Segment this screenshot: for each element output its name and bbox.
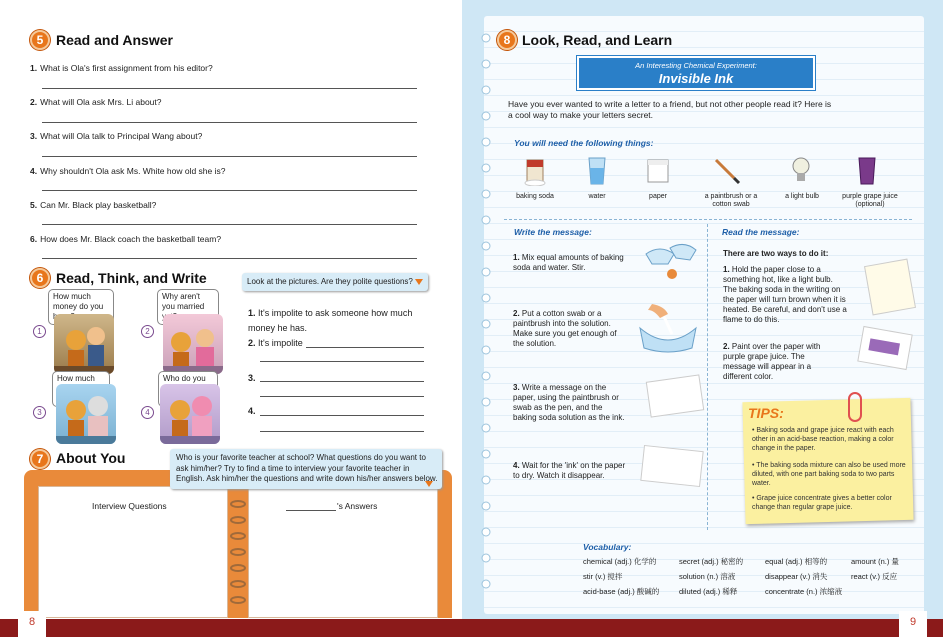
paintbrush-icon bbox=[712, 156, 742, 186]
heat-paper-image bbox=[864, 259, 916, 316]
label-4: 4 bbox=[141, 406, 154, 419]
vocab-12 bbox=[851, 586, 913, 597]
vocab-5: stir (v.) 搅拌 bbox=[583, 572, 623, 581]
bubble-3: How much bbox=[52, 371, 110, 407]
left-page bbox=[0, 0, 460, 619]
write-paper-image bbox=[646, 374, 704, 417]
answer-3-line-a[interactable] bbox=[260, 381, 424, 382]
tips-title: TIPS: bbox=[748, 405, 784, 421]
swab-image bbox=[632, 302, 704, 354]
bubble-2: Why aren't you married bbox=[157, 289, 219, 325]
cartoon-1-image bbox=[54, 314, 114, 374]
item-label-5: a light bulb bbox=[785, 193, 819, 200]
question-6: 6. How does Mr. Black coach the basketball team? bbox=[30, 234, 222, 244]
answer-line-2[interactable] bbox=[42, 122, 417, 123]
label-3: 3 bbox=[33, 406, 46, 419]
tip-1: • Baking soda and grape juice react with each other in an acid-base reaction, making a color change in the paper. bbox=[752, 427, 894, 452]
section-8-number: 8 bbox=[497, 30, 517, 50]
item-label-2: water bbox=[588, 193, 606, 200]
col1-header: Interview Questions bbox=[92, 501, 167, 511]
section-7-number: 7 bbox=[30, 449, 50, 469]
answer-4-line-b[interactable] bbox=[260, 431, 424, 432]
triangle-down-icon-2 bbox=[425, 481, 433, 487]
vocab-9: acid-base (adj.) 酸碱的 bbox=[583, 587, 660, 596]
label-2: 2 bbox=[141, 325, 154, 338]
answer-1: 1. It's impolite to ask someone how much money he has. bbox=[248, 308, 413, 333]
dashed-divider-v bbox=[707, 224, 708, 530]
answer-line-5[interactable] bbox=[42, 224, 417, 225]
dashed-divider-h bbox=[504, 219, 912, 220]
banner-subtitle: An Interesting Chemical Experiment: bbox=[635, 61, 757, 70]
answer-4-line-a[interactable] bbox=[260, 415, 424, 416]
answer-line-3[interactable] bbox=[42, 156, 417, 157]
write-title: Write the message: bbox=[514, 227, 592, 237]
write-step-1: 1. Mix equal amounts of baking soda and water. Stir. bbox=[513, 253, 624, 272]
vocab-3: equal (adj.) 相等的 bbox=[765, 557, 828, 566]
read-step-1: 1. Hold the paper close to a something hot, like a light bulb. The baking soda in the writing on the paper will turn brown when it is heated. Be careful, and don't use a flame to do this. bbox=[723, 265, 847, 324]
s7-instruction: Who is your favorite teacher at school? What questions do you want to ask him/her? Try to find a time to interview your favorite teacher in English. Ask him/her the questions and write down his/her answers below. bbox=[176, 453, 438, 483]
light-bulb-icon bbox=[790, 156, 812, 186]
mix-image bbox=[640, 242, 700, 282]
cartoon-2-svg bbox=[163, 314, 223, 374]
need-title: You will need the following things: bbox=[514, 138, 654, 148]
section-6-title: Read, Think, and Write bbox=[56, 270, 207, 286]
page-number-right: 9 bbox=[899, 611, 927, 637]
page-number-left: 8 bbox=[18, 611, 46, 637]
section-5-title: Read and Answer bbox=[56, 32, 173, 48]
answer-line-4[interactable] bbox=[42, 190, 417, 191]
bubble-4: Who do you bbox=[158, 371, 218, 407]
paintbrush-svg bbox=[712, 156, 742, 186]
name-blank[interactable] bbox=[286, 510, 336, 511]
answer-3: 3. bbox=[248, 373, 256, 383]
intro-text: Have you ever wanted to write a letter to a friend, but not other people read it? Here is a cool way to make your letters secret. bbox=[508, 99, 832, 120]
vocab-2: secret (adj.) 秘密的 bbox=[679, 557, 744, 566]
grape-paint-svg bbox=[858, 327, 911, 369]
answer-4: 4. bbox=[248, 406, 256, 416]
cartoon-2-image bbox=[163, 314, 223, 374]
question-5: 5. Can Mr. Black play basketball? bbox=[30, 200, 157, 210]
grape-juice-svg bbox=[856, 156, 878, 186]
question-4: 4. Why shouldn't Ola ask Ms. White how old she is? bbox=[30, 166, 226, 176]
vocab-10: diluted (adj.) 稀释 bbox=[679, 587, 738, 596]
tip-2: • The baking soda mixture can also be used more diluted, with one part baking soda to two parts water. bbox=[752, 462, 906, 487]
read-step-2: 2. Paint over the paper with purple grape juice. The message will appear in a different color. bbox=[723, 342, 821, 381]
vocab-1: chemical (adj.) 化学的 bbox=[583, 557, 657, 566]
notebook-rings bbox=[228, 496, 248, 616]
s6-instruction: Look at the pictures. Are they polite questions? bbox=[247, 277, 413, 286]
paper-svg bbox=[646, 158, 670, 184]
section-6-number: 6 bbox=[30, 268, 50, 288]
mix-svg bbox=[640, 242, 700, 282]
answer-line-1[interactable] bbox=[42, 88, 417, 89]
section-8-title: Look, Read, and Learn bbox=[522, 32, 673, 48]
footer-bar bbox=[0, 619, 943, 637]
water-svg bbox=[586, 156, 608, 186]
grape-paint-image bbox=[857, 326, 912, 370]
read-title: Read the message: bbox=[722, 227, 800, 237]
paperclip-icon bbox=[848, 392, 862, 422]
triangle-down-icon bbox=[415, 279, 423, 285]
answer-line-6[interactable] bbox=[42, 258, 417, 259]
write-step-4: 4. Wait for the 'ink' on the paper to dry. Watch it disappear. bbox=[513, 461, 626, 480]
grape-juice-icon bbox=[856, 156, 878, 186]
cartoon-4-image bbox=[160, 384, 220, 444]
cartoon-3-svg bbox=[56, 384, 116, 444]
cartoon-4-svg bbox=[160, 384, 220, 444]
dry-paper-image bbox=[640, 445, 703, 487]
section-5-number: 5 bbox=[30, 30, 50, 50]
cartoon-3-image bbox=[56, 384, 116, 444]
label-1: 1 bbox=[33, 325, 46, 338]
vocab-title: Vocabulary: bbox=[583, 542, 632, 552]
item-label-1: baking soda bbox=[516, 193, 554, 200]
vocab-4: amount (n.) 量 bbox=[851, 557, 899, 566]
question-3: 3. What will Ola talk to Principal Wang about? bbox=[30, 131, 203, 141]
vocab-6: solution (n.) 溶液 bbox=[679, 572, 736, 581]
vocab-11: concentrate (n.) 浓缩液 bbox=[765, 587, 843, 596]
item-label-3: paper bbox=[649, 193, 667, 200]
vocab-8: react (v.) 反应 bbox=[851, 572, 898, 581]
vocab-7: disappear (v.) 消失 bbox=[765, 572, 828, 581]
cartoon-1-svg bbox=[54, 314, 114, 374]
question-2: 2. What will Ola ask Mrs. Li about? bbox=[30, 97, 162, 107]
rings-svg bbox=[228, 496, 248, 616]
read-intro: There are two ways to do it: bbox=[723, 249, 829, 258]
spiral-holes bbox=[472, 18, 496, 614]
swab-svg bbox=[632, 302, 704, 354]
baking-soda-svg bbox=[524, 156, 546, 186]
baking-soda-icon bbox=[524, 156, 546, 186]
col2-header: 's Answers bbox=[337, 501, 378, 511]
answer-2: 2. It's impolite bbox=[248, 338, 303, 348]
bubble-1: How much money do you bbox=[48, 289, 114, 325]
write-step-2: 2. Put a cotton swab or a paintbrush into the solution. Make sure you get enough of the solution. bbox=[513, 309, 617, 348]
item-label-6: purple grape juice (optional) bbox=[842, 193, 898, 208]
spiral-svg bbox=[472, 18, 496, 614]
write-step-3: 3. Write a message on the paper, using the paintbrush or swab as the pen, and the baking soda solution as the ink. bbox=[513, 383, 625, 422]
paper-icon bbox=[646, 158, 670, 184]
answer-2-line-a[interactable] bbox=[306, 347, 424, 348]
light-bulb-svg bbox=[790, 156, 812, 186]
tip-3: • Grape juice concentrate gives a better color change than regular grape juice. bbox=[752, 495, 892, 511]
question-1: 1. What is Ola's first assignment from his editor? bbox=[30, 63, 213, 73]
answer-3-line-b[interactable] bbox=[260, 396, 424, 397]
answer-2-line-b[interactable] bbox=[260, 361, 424, 362]
section-7-title: About You bbox=[56, 450, 126, 466]
vocab-grid bbox=[583, 556, 913, 597]
banner-title: Invisible Ink bbox=[658, 71, 734, 86]
item-label-4: a paintbrush or a cotton swab bbox=[704, 193, 758, 208]
water-icon bbox=[586, 156, 608, 186]
